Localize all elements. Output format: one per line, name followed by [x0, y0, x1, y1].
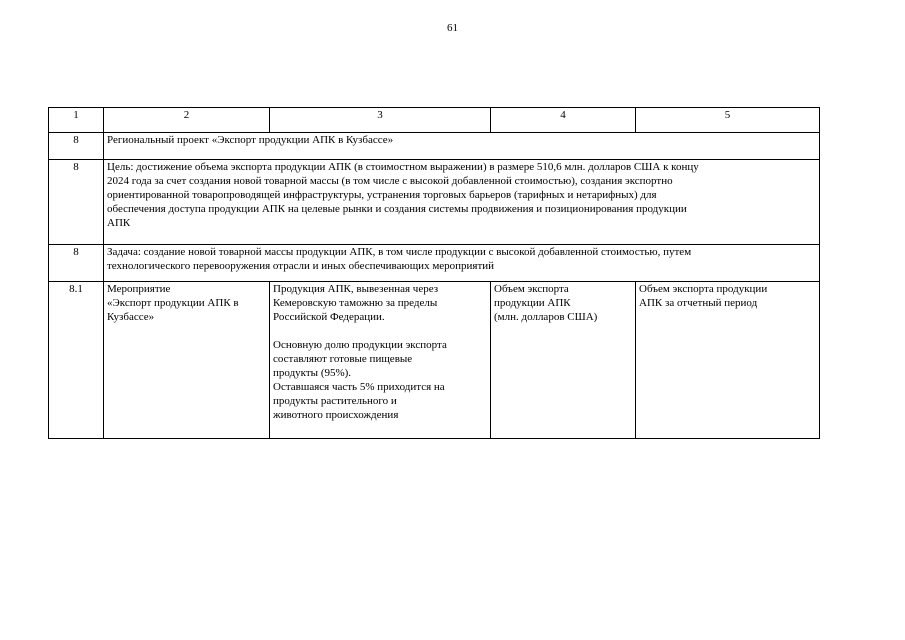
indicator-line: (млн. долларов США)	[494, 311, 598, 323]
page-number: 61	[447, 22, 458, 34]
task-line: технологического перевооружения отрасли и иных обеспечивающих мероприятий	[107, 260, 495, 272]
header-col-1: 1	[49, 108, 104, 133]
indicator-method	[636, 282, 820, 439]
measure-line: Мероприятие	[107, 283, 171, 295]
row-number: 8	[49, 133, 104, 160]
header-col-5: 5	[636, 108, 820, 133]
description-line: Основную долю продукции экспорта	[273, 339, 447, 351]
indicator-line: Объем экспорта	[494, 283, 569, 295]
measure-name	[104, 282, 270, 439]
description-line: продукты (95%).	[273, 367, 352, 379]
indicator-line: продукции АПК	[494, 297, 571, 309]
task-line: Задача: создание новой товарной массы продукции АПК, в том числе продукции с высокой добавленной стоимостью, путем	[107, 246, 692, 258]
description-line: животного происхождения	[273, 409, 399, 421]
goal-line: обеспечения доступа продукции АПК на целевые рынки и создания системы продвижения и позиционирования продукции	[107, 203, 687, 215]
goal-text	[104, 160, 820, 245]
table-row-goal	[49, 160, 820, 245]
header-col-2: 2	[104, 108, 270, 133]
row-number: 8	[49, 160, 104, 245]
table-row-item	[49, 282, 820, 439]
description-line: Кемеровскую таможню за пределы	[273, 297, 438, 309]
method-line: Объем экспорта продукции	[639, 283, 768, 295]
paragraph-gap	[273, 324, 487, 338]
method-line: АПК за отчетный период	[639, 297, 758, 309]
task-text	[104, 245, 820, 282]
description-line: Оставшаяся часть 5% приходится на	[273, 381, 445, 393]
measure-line: «Экспорт продукции АПК в	[107, 297, 239, 309]
description-line: Продукция АПК, вывезенная через	[273, 283, 439, 295]
description-line: Российской Федерации.	[273, 311, 385, 323]
header-col-3: 3	[270, 108, 491, 133]
indicator-name	[491, 282, 636, 439]
description-line: продукты растительного и	[273, 395, 397, 407]
header-col-4: 4	[491, 108, 636, 133]
table-row-project	[49, 133, 820, 160]
measure-line: Кузбассе»	[107, 311, 155, 323]
goal-line: ориентированной товаропроводящей инфраструктуры, устранения торговых барьеров (тарифных и нетарифных) для	[107, 189, 657, 201]
goal-line: Цель: достижение объема экспорта продукции АПК (в стоимостном выражении) в размере 510,6 млн. долларов США к концу	[107, 161, 699, 173]
description-line: составляют готовые пищевые	[273, 353, 413, 365]
goal-line: АПК	[107, 217, 131, 229]
document-table	[48, 107, 820, 439]
table-row-task	[49, 245, 820, 282]
table-header-row	[49, 108, 820, 133]
measure-description	[270, 282, 491, 439]
goal-line: 2024 года за счет создания новой товарной массы (в том числе с высокой добавленной стоимостью), создания экспортно	[107, 175, 673, 187]
row-number: 8	[49, 245, 104, 282]
project-title: Региональный проект «Экспорт продукции АПК в Кузбассе»	[104, 133, 820, 160]
row-number: 8.1	[49, 282, 104, 439]
